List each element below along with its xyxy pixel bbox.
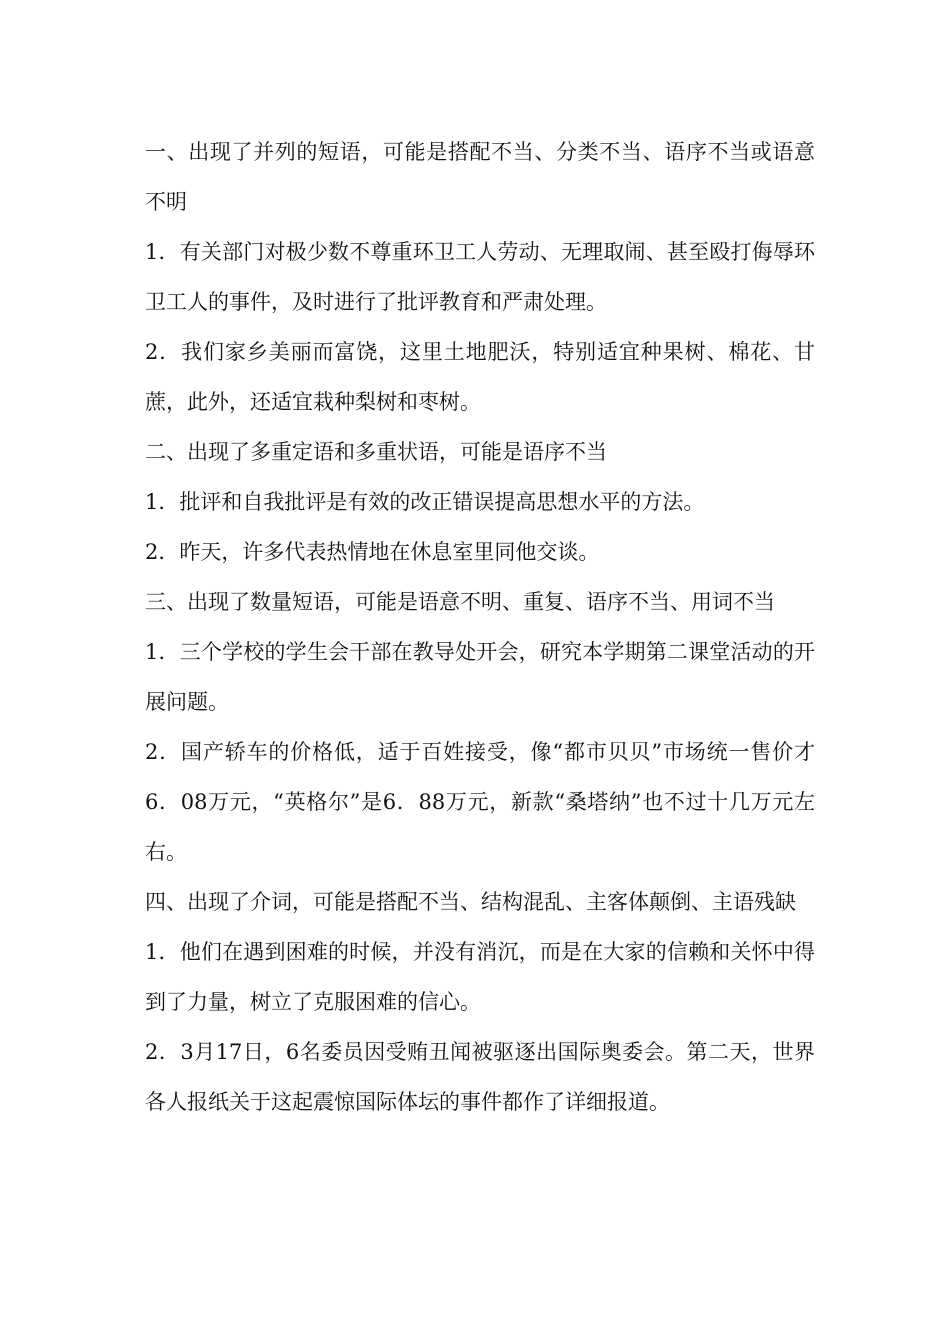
example-sentence: 2．国产轿车的价格低，适于百姓接受，像“都市贝贝”市场统一售价才6．08万元，“英格尔”是6．88万元，新款“桑塔纳”也不过十几万元左右。 — [145, 740, 815, 864]
example-sentence: 1．批评和自我批评是有效的改正错误提高思想水平的方法。 — [145, 490, 705, 514]
section-heading-4: 四、出现了介词，可能是搭配不当、结构混乱、主客体颠倒、主语残缺 — [145, 890, 796, 914]
section-heading-1: 一、出现了并列的短语，可能是搭配不当、分类不当、语序不当或语意不明 — [145, 140, 815, 214]
example-sentence: 2．我们家乡美丽而富饶，这里土地肥沃，特别适宜种果树、棉花、甘蔗，此外，还适宜栽种梨树和枣树。 — [145, 340, 815, 414]
example-sentence: 2．昨天，许多代表热情地在休息室里同他交谈。 — [145, 540, 600, 564]
example-sentence: 1．有关部门对极少数不尊重环卫工人劳动、无理取闹、甚至殴打侮辱环卫工人的事件，及时进行了批评教育和严肃处理。 — [145, 240, 815, 314]
example-sentence: 1．三个学校的学生会干部在教导处开会，研究本学期第二课堂活动的开展问题。 — [145, 640, 815, 714]
section-heading-3: 三、出现了数量短语，可能是语意不明、重复、语序不当、用词不当 — [145, 590, 775, 614]
document-body — [145, 127, 815, 1127]
example-sentence: 2．3月17日，6名委员因受贿丑闻被驱逐出国际奥委会。第二天，世界各人报纸关于这起震惊国际体坛的事件都作了详细报道。 — [145, 1040, 815, 1114]
example-sentence: 1．他们在遇到困难的时候，并没有消沉，而是在大家的信赖和关怀中得到了力量，树立了克服困难的信心。 — [145, 940, 815, 1014]
section-heading-2: 二、出现了多重定语和多重状语，可能是语序不当 — [145, 440, 607, 464]
